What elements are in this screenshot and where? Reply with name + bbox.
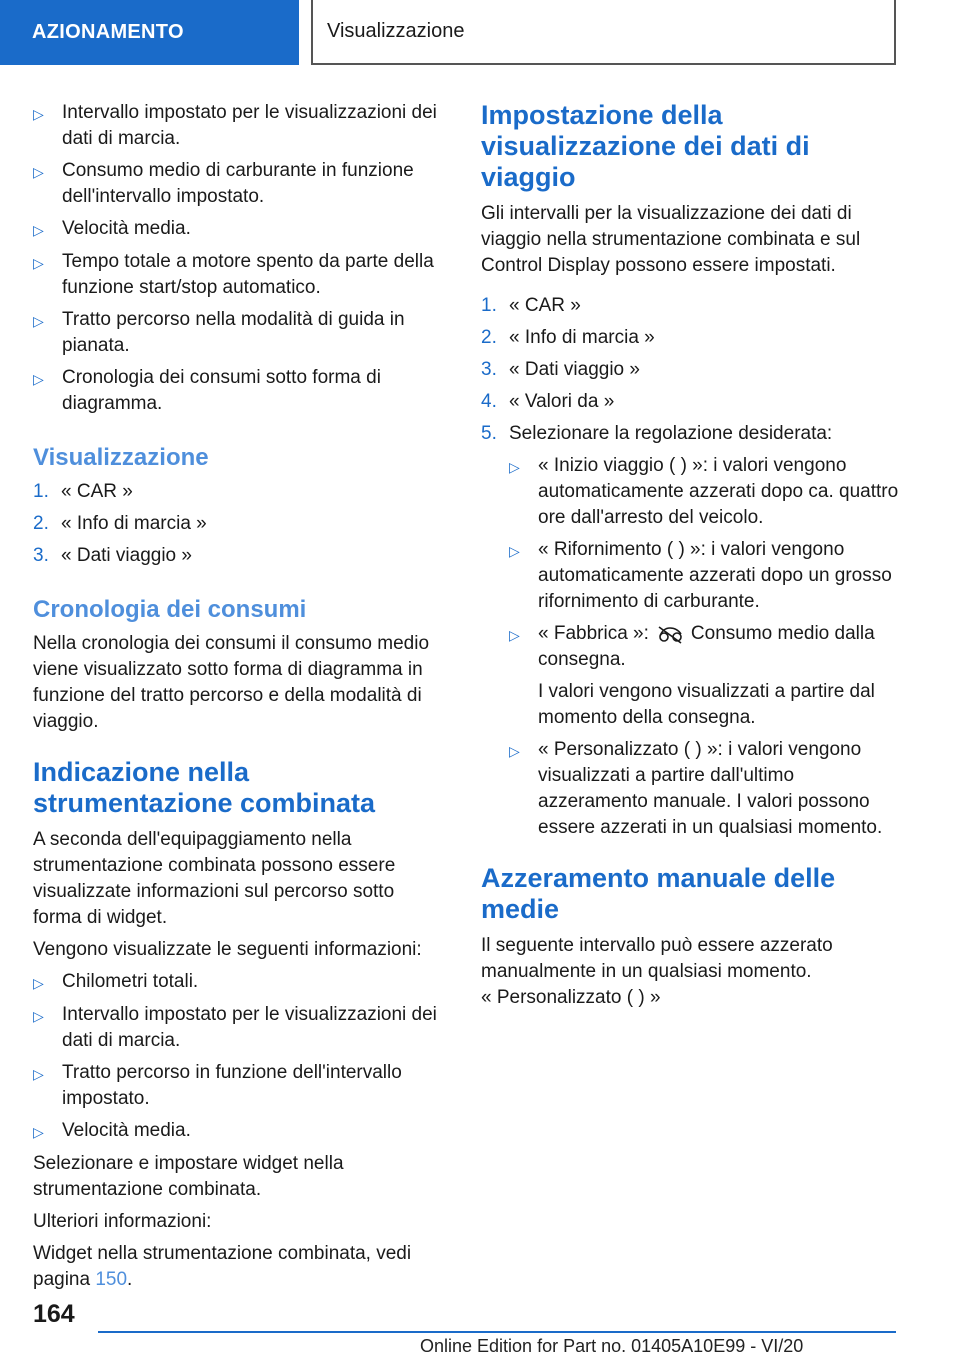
paragraph-indicazione: A seconda dell'equipaggiamento nella strumentazione combinata possono essere visualizzate informazioni sul percorso sotto forma di widget. (33, 829, 396, 928)
step-item: 2. « Info di marcia » (33, 513, 207, 534)
left-column (33, 100, 443, 1299)
triangle-bullet-icon: ▷ (33, 164, 44, 180)
triangle-bullet-icon: ▷ (33, 371, 44, 387)
right-column (481, 100, 901, 1017)
paragraph-personalizzato: « Personalizzato ( ) » (481, 987, 661, 1008)
paragraph-intervalli: Gli intervalli per la visualizzazione dei dati di viaggio nella strumentazione combinata e sul Control Display possono essere impostati. (481, 203, 861, 276)
paragraph-cronologia: Nella cronologia dei consumi il consumo medio viene visualizzato sotto forma di diagramma in funzione del tratto percorso e della modalità di viaggio. (33, 633, 430, 732)
paragraph-selezionare: Selezionare e impostare widget nella strumentazione combinata. (33, 1153, 344, 1200)
step-item: 3. « Dati viaggio » (33, 545, 192, 566)
section-tab (0, 0, 299, 65)
footer-edition: Online Edition for Part no. 01405A10E99 - VI/20 (420, 1336, 804, 1356)
list-item: ▷ Intervallo impostato per le visualizzazioni dei dati di marcia. (33, 100, 443, 152)
triangle-bullet-icon: ▷ (33, 255, 44, 271)
step-item: 2. « Info di marcia » (481, 327, 655, 348)
step-item: 3. « Dati viaggio » (481, 359, 640, 380)
list-item: ▷ Tratto percorso in funzione dell'intervallo impostato. (33, 1060, 443, 1112)
triangle-bullet-icon: ▷ (33, 1124, 44, 1140)
step-item: 5. Selezionare la regolazione desiderata: (481, 423, 833, 444)
heading-cronologia: Cronologia dei consumi (33, 596, 307, 623)
chapter-title: Visualizzazione (327, 20, 465, 42)
list-item: ▷ Tratto percorso nella modalità di guida in pianata. (33, 307, 443, 359)
triangle-bullet-icon: ▷ (509, 543, 520, 559)
page-number: 164 (33, 1300, 75, 1328)
chapter-header (311, 0, 896, 65)
paragraph-widget: Widget nella strumentazione combinata, vedi pagina 150. (33, 1243, 412, 1290)
triangle-bullet-icon: ▷ (33, 313, 44, 329)
triangle-bullet-icon: ▷ (509, 743, 520, 759)
step-item: 4. « Valori da » (481, 391, 615, 412)
triangle-bullet-icon: ▷ (33, 1008, 44, 1024)
list-item: ▷ Consumo medio di carburante in funzione dell'intervallo impostato. (33, 158, 443, 210)
triangle-bullet-icon: ▷ (33, 222, 44, 238)
list-item: ▷ « Personalizzato ( ) »: i valori vengono visualizzati a partire dall'ultimo azzeramento manuale. I valori possono essere azzerati in un qualsiasi momento. (509, 737, 901, 841)
triangle-bullet-icon: ▷ (33, 1066, 44, 1082)
paragraph-fabbrica: I valori vengono visualizzati a partire dal momento della consegna. (538, 681, 875, 728)
triangle-bullet-icon: ▷ (33, 975, 44, 991)
heading-visualizzazione: Visualizzazione (33, 444, 209, 471)
triangle-bullet-icon: ▷ (509, 627, 520, 643)
page-link[interactable]: 150 (95, 1269, 128, 1290)
list-item: ▷ « Rifornimento ( ) »: i valori vengono automaticamente azzerati dopo un grosso rifornimento di carburante. (509, 537, 901, 615)
paragraph-vengono: Vengono visualizzate le seguenti informazioni: (33, 939, 422, 960)
step-item: 1. « CAR » (33, 481, 133, 502)
heading-azzeramento: Azzeramento manuale delle medie (481, 863, 836, 924)
list-item: ▷ Velocità media. (33, 216, 443, 243)
list-item: ▷ Intervallo impostato per le visualizzazioni dei dati di marcia. (33, 1002, 443, 1054)
heading-indicazione: Indicazione nella strumentazione combinata (33, 757, 376, 818)
footer-divider (98, 1331, 896, 1333)
list-item: ▷ Velocità media. (33, 1118, 443, 1145)
paragraph-azzeramento: Il seguente intervallo può essere azzerato manualmente in un qualsiasi momento. (481, 935, 833, 982)
list-item: ▷ Tempo totale a motore spento da parte della funzione start/stop automatico. (33, 249, 443, 301)
paragraph-ulteriori: Ulteriori informazioni: (33, 1211, 212, 1232)
section-title: AZIONAMENTO (32, 21, 184, 43)
list-item: ▷ « Inizio viaggio ( ) »: i valori vengono automaticamente azzerati dopo ca. quattro ore dall'arresto del veicolo. (509, 453, 901, 531)
list-item: ▷ « Fabbrica »: Consumo medio dalla consegna. (509, 621, 901, 673)
step-item: 1. « CAR » (481, 295, 581, 316)
list-item: ▷ Cronologia dei consumi sotto forma di diagramma. (33, 365, 443, 417)
triangle-bullet-icon: ▷ (509, 459, 520, 475)
consumption-icon (655, 624, 685, 644)
list-item: ▷ Chilometri totali. (33, 969, 443, 996)
triangle-bullet-icon: ▷ (33, 106, 44, 122)
heading-impostazione: Impostazione della visualizzazione dei dati di viaggio (481, 100, 810, 192)
